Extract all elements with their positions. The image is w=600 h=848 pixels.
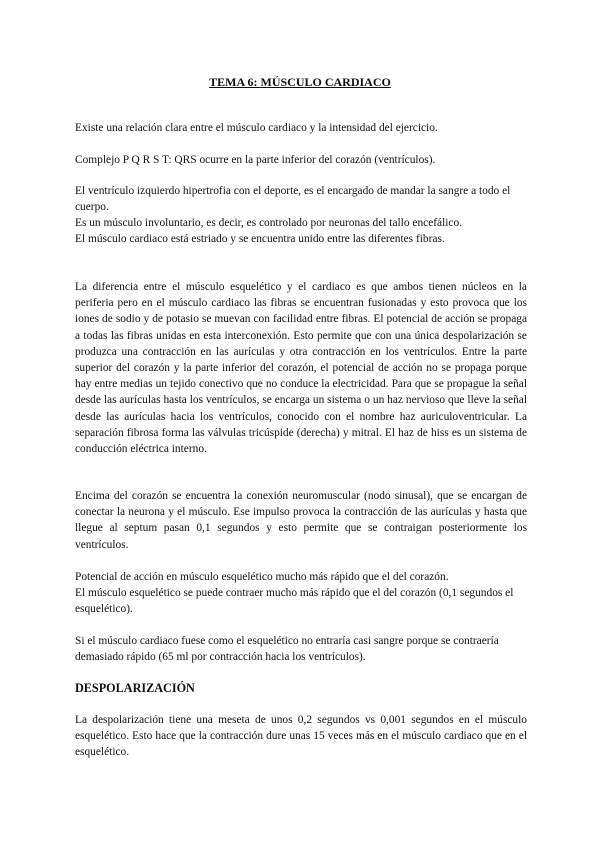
paragraph-despolarizacion: La despolarización tiene una meseta de unos 0,2 segundos vs 0,001 segundos en el músculo esquelético. Esto hace que la contracción dure unas 15 veces más en el músculo cardiaco que en el esquelético. — [75, 714, 527, 759]
paragraph-complejo: Complejo P Q R S T: QRS ocurre en la parte inferior del corazón (ventrículos). — [75, 154, 436, 166]
paragraph-relation: Existe una relación clara entre el músculo cardiaco y la intensidad del ejercicio. — [75, 122, 438, 134]
section-heading-despolarizacion: DESPOLARIZACIÓN — [75, 681, 195, 695]
paragraph-sangre: Si el músculo cardiaco fuese como el esquelético no entraría casi sangre porque se contraería demasiado rápido (65 ml por contracción hacia los ventrículos). — [75, 635, 499, 664]
paragraph-estriado: El músculo cardiaco está estriado y se encuentra unido entre las diferentes fibras. — [75, 233, 445, 245]
paragraph-potencial: Potencial de acción en músculo esquelético mucho más rápido que el del corazón. — [75, 571, 449, 583]
paragraph-nodo-sinusal: Encima del corazón se encuentra la conexión neuromuscular (nodo sinusal), que se encargan de conectar la neurona y el músculo. Ese impulso provoca la contracción de las aurículas y hasta que llegue al septum pasan 0,1 segundos y esto permite que se contraigan posteriormente los ventrículos. — [75, 490, 527, 551]
paragraph-involuntario: Es un músculo involuntario, es decir, es controlado por neuronas del tallo encefálico. — [75, 217, 463, 229]
paragraph-diferencia: La diferencia entre el músculo esquelético y el cardiaco es que ambos tienen núcleos en la periferia pero en el músculo cardiaco las fibras se encuentran fusionadas y esto provoca que los iones de sodio y de potasio se muevan con facilidad entre fibras. El potencial de acción se propaga a todas las fibras unidas en esta interconexión. Esto permite que con una única despolarización se produzca una contracción en las aurículas y otra contracción en los ventrículos. Entre la parte superior del corazón y la parte inferior del corazón, el potencial de acción no se propaga porque hay entre medias un tejido conectivo que no conduce la electricidad. Para que se propague la señal desde las aurículas hasta los ventrículos, se encarga un sistema o un haz nervioso que lleve la señal desde las aurículas hacia los ventrículos, conocido con el nombre haz auriculoventricular. La separación fibrosa forma las válvulas tricúspide (derecha) y mitral. El haz de hiss es un sistema de conducción eléctrica interno. — [75, 281, 527, 456]
paragraph-esqueletico: El músculo esquelético se puede contraer mucho más rápido que el del corazón (0,1 segundos el esquelético). — [75, 587, 514, 616]
document-title: TEMA 6: MÚSCULO CARDIACO — [209, 75, 391, 89]
paragraph-ventriculo: El ventrículo izquierdo hipertrofia con el deporte, es el encargado de mandar la sangre a todo el cuerpo. — [75, 185, 511, 214]
